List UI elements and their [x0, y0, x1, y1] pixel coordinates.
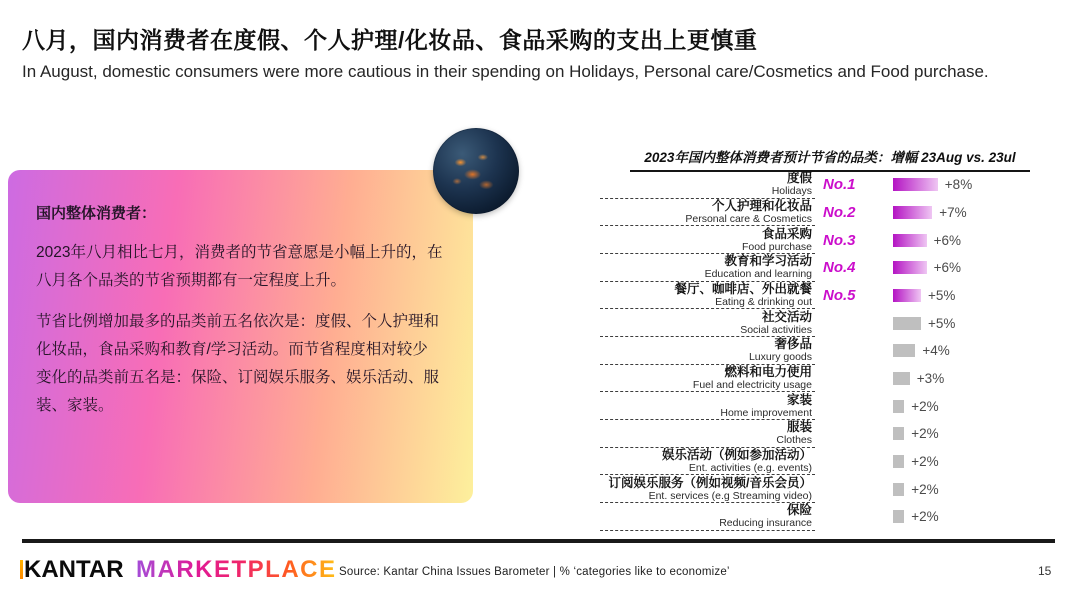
footer-divider	[22, 539, 1055, 543]
chart-row	[575, 282, 1075, 310]
category-label-zh: 订阅娱乐服务（例如视频/音乐会员）	[608, 475, 812, 490]
value-label: +6%	[933, 232, 961, 248]
category-label	[575, 172, 812, 197]
bar	[893, 400, 904, 413]
category-label-zh: 家装	[786, 392, 812, 407]
category-label	[575, 449, 812, 474]
category-label-zh: 服装	[786, 420, 812, 435]
insight-heading: 国内整体消费者：	[36, 205, 157, 222]
insight-paragraph: 2023年八月相比七月，消费者的节省意愿是小幅上升的，在八月各个品类的节省预期都有一定程度上升。	[36, 244, 443, 289]
category-label	[575, 421, 812, 446]
category-label	[575, 283, 812, 308]
chart-row	[575, 199, 1075, 227]
value-label: +7%	[939, 204, 967, 220]
bar	[893, 427, 904, 440]
bar	[893, 344, 915, 357]
category-label-en: Fuel and electricity usage	[692, 378, 812, 391]
category-label-en: Home improvement	[720, 406, 812, 419]
chart-row	[575, 392, 1075, 420]
chart-title: 2023年国内整体消费者预计节省的品类：增幅 23Aug vs. 23ul	[630, 146, 1030, 172]
bar	[893, 178, 938, 191]
rank-badge: No.4	[823, 259, 856, 277]
marketplace-logo: MARKETPLACE	[136, 556, 337, 583]
category-label-zh: 餐厅、咖啡店、外出就餐	[674, 281, 812, 296]
bar	[893, 206, 932, 219]
chart-row	[575, 254, 1075, 282]
chart-row	[575, 337, 1075, 365]
kantar-logo-accent	[20, 560, 23, 579]
category-label-en: Education and learning	[704, 268, 812, 281]
chart-row	[575, 475, 1075, 503]
bar	[893, 510, 904, 523]
value-label: +2%	[911, 481, 939, 497]
category-label-en: Ent. activities (e.g. events)	[688, 461, 812, 474]
category-label-en: Clothes	[776, 434, 812, 447]
category-label-zh: 个人护理和化妆品	[711, 198, 812, 213]
category-label	[575, 366, 812, 391]
value-label: +8%	[944, 177, 973, 193]
kantar-logo: KANTAR	[24, 556, 124, 583]
category-label-en: Food purchase	[741, 240, 812, 253]
category-label-zh: 奢侈品	[774, 337, 812, 352]
category-label-zh: 娱乐活动（例如参加活动）	[661, 447, 812, 462]
bar-chart	[575, 171, 1075, 531]
category-label-en: Eating & drinking out	[715, 295, 812, 308]
category-label-zh: 社交活动	[761, 309, 812, 324]
earth-night-globe-image	[433, 128, 519, 214]
category-label	[575, 477, 812, 502]
insight-paragraph: 节省比例增加最多的品类前五名依次是：度假、个人护理和化妆品，食品采购和教育/学习活动。而节省程度相对较少变化的品类前五名是：保险、订阅娱乐服务、娱乐活动、服装、家装。	[36, 313, 440, 414]
category-label	[575, 394, 812, 419]
bar	[893, 372, 910, 385]
chart-row	[575, 171, 1075, 199]
chart-row	[575, 365, 1075, 393]
bar	[893, 261, 927, 274]
category-label-zh: 保险	[786, 503, 812, 518]
bar	[893, 317, 921, 330]
category-label	[575, 338, 812, 363]
chart-row	[575, 226, 1075, 254]
source-note: Source: Kantar China Issues Barometer | % ‘categories like to economize’	[339, 566, 730, 578]
kantar-marketplace-logo	[20, 556, 337, 584]
category-label-zh: 食品采购	[761, 226, 812, 241]
chart-row	[575, 420, 1075, 448]
value-label: +2%	[911, 453, 939, 469]
value-label: +5%	[928, 287, 956, 303]
bar	[893, 483, 904, 496]
value-label: +2%	[911, 398, 939, 414]
category-label	[575, 200, 812, 225]
value-label: +2%	[911, 509, 939, 525]
chart-row	[575, 448, 1075, 476]
rank-badge: No.3	[823, 231, 856, 249]
page-subtitle: In August, domestic consumers were more cautious in their spending on Holidays, Personal care/Cosmetics and Food purchase.	[22, 62, 989, 81]
category-label-en: Holidays	[771, 185, 812, 198]
category-label-en: Reducing insurance	[719, 517, 812, 530]
category-label-zh: 度假	[786, 171, 812, 186]
value-label: +3%	[916, 370, 945, 386]
category-label	[575, 228, 812, 253]
rank-badge: No.5	[823, 286, 856, 304]
value-label: +2%	[911, 426, 939, 442]
bar	[893, 455, 904, 468]
bar	[893, 289, 921, 302]
rank-badge: No.1	[823, 176, 856, 194]
chart-row	[575, 309, 1075, 337]
page-number: 15	[1038, 564, 1052, 578]
category-label	[575, 255, 812, 280]
rank-badge: No.2	[823, 203, 856, 221]
bar	[893, 234, 927, 247]
category-label-en: Personal care & Cosmetics	[685, 212, 812, 225]
insight-box	[8, 170, 473, 503]
category-label-zh: 燃料和电力使用	[724, 364, 812, 379]
category-label	[575, 311, 812, 336]
value-label: +4%	[922, 343, 950, 359]
value-label: +5%	[928, 315, 956, 331]
page-title: 八月，国内消费者在度假、个人护理/化妆品、食品采购的支出上更慎重	[22, 27, 758, 53]
category-label-en: Social activities	[740, 323, 812, 336]
category-label-zh: 教育和学习活动	[724, 254, 812, 269]
category-label-en: Luxury goods	[748, 351, 812, 364]
category-label-en: Ent. services (e.g Streaming video)	[648, 489, 812, 502]
chart-row	[575, 503, 1075, 531]
category-label	[575, 504, 812, 529]
value-label: +6%	[933, 260, 961, 276]
